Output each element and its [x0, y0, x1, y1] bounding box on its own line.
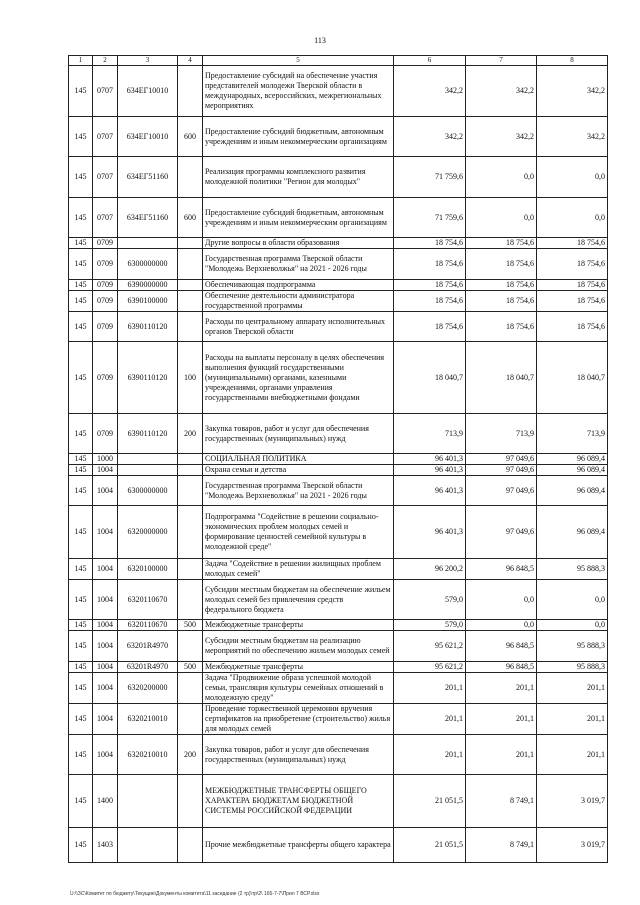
admin-code-cell: 145	[69, 117, 93, 157]
table-row	[69, 620, 608, 631]
admin-code-cell: 145	[69, 198, 93, 238]
description-cell: Охрана семьи и детства	[203, 465, 394, 476]
column-number-2: 2	[93, 56, 118, 66]
target-article-cell: 634ЕГ51160	[118, 157, 178, 198]
column-number-7: 7	[466, 56, 537, 66]
description-cell: Межбюджетные трансферты	[203, 662, 394, 673]
amount-year-1-cell: 71 759,6	[394, 157, 466, 198]
table-row	[69, 117, 608, 157]
section-code-cell: 1004	[93, 620, 118, 631]
admin-code-cell: 145	[69, 414, 93, 454]
amount-year-1-cell: 713,9	[394, 414, 466, 454]
section-code-cell: 0709	[93, 414, 118, 454]
amount-year-3-cell: 96 089,4	[537, 465, 608, 476]
description-cell: Обеспечивающая подпрограмма	[203, 280, 394, 291]
section-code-cell: 1004	[93, 476, 118, 506]
target-article-cell	[118, 775, 178, 828]
table-row	[69, 312, 608, 342]
expense-type-cell	[178, 775, 203, 828]
amount-year-2-cell: 18 040,7	[466, 342, 537, 414]
amount-year-2-cell: 342,2	[466, 117, 537, 157]
admin-code-cell: 145	[69, 476, 93, 506]
amount-year-2-cell: 201,1	[466, 673, 537, 704]
amount-year-1-cell: 95 621,2	[394, 662, 466, 673]
amount-year-3-cell: 3 019,7	[537, 828, 608, 863]
amount-year-2-cell: 0,0	[466, 620, 537, 631]
admin-code-cell: 145	[69, 157, 93, 198]
target-article-cell: 634ЕГ51160	[118, 198, 178, 238]
amount-year-1-cell: 95 621,2	[394, 631, 466, 662]
expense-type-cell	[178, 312, 203, 342]
amount-year-3-cell: 18 040,7	[537, 342, 608, 414]
admin-code-cell: 145	[69, 312, 93, 342]
amount-year-2-cell: 18 754,6	[466, 291, 537, 312]
section-code-cell: 1004	[93, 673, 118, 704]
amount-year-3-cell: 713,9	[537, 414, 608, 454]
expense-type-cell	[178, 559, 203, 580]
description-cell: Прочие межбюджетные трансферты общего характера	[203, 828, 394, 863]
amount-year-1-cell: 96 401,3	[394, 506, 466, 559]
table-row	[69, 157, 608, 198]
description-cell: Закупка товаров, работ и услуг для обеспечения государственных (муниципальных) нужд	[203, 735, 394, 775]
table-row	[69, 280, 608, 291]
amount-year-2-cell: 8 749,1	[466, 828, 537, 863]
target-article-cell: 63201R4970	[118, 662, 178, 673]
table-row	[69, 198, 608, 238]
amount-year-3-cell: 95 888,3	[537, 559, 608, 580]
amount-year-3-cell: 96 089,4	[537, 454, 608, 465]
amount-year-2-cell: 8 749,1	[466, 775, 537, 828]
amount-year-3-cell: 342,2	[537, 66, 608, 117]
page-number: 113	[314, 36, 326, 45]
expense-type-cell	[178, 476, 203, 506]
section-code-cell: 0709	[93, 238, 118, 249]
target-article-cell: 6320000000	[118, 506, 178, 559]
expense-type-cell: 200	[178, 735, 203, 775]
amount-year-3-cell: 95 888,3	[537, 631, 608, 662]
description-cell: Подпрограмма "Содействие в решении социально-экономических проблем молодых семей и формирование ценностей семейной культуры в молодежной среде"	[203, 506, 394, 559]
expense-type-cell: 600	[178, 117, 203, 157]
amount-year-1-cell: 18 040,7	[394, 342, 466, 414]
admin-code-cell: 145	[69, 775, 93, 828]
amount-year-3-cell: 342,2	[537, 117, 608, 157]
amount-year-2-cell: 201,1	[466, 735, 537, 775]
expense-type-cell	[178, 157, 203, 198]
amount-year-1-cell: 18 754,6	[394, 280, 466, 291]
amount-year-3-cell: 0,0	[537, 157, 608, 198]
amount-year-1-cell: 96 401,3	[394, 454, 466, 465]
expense-type-cell	[178, 828, 203, 863]
target-article-cell	[118, 238, 178, 249]
amount-year-2-cell: 18 754,6	[466, 312, 537, 342]
admin-code-cell: 145	[69, 673, 93, 704]
amount-year-2-cell: 0,0	[466, 580, 537, 620]
amount-year-1-cell: 71 759,6	[394, 198, 466, 238]
section-code-cell: 1004	[93, 631, 118, 662]
expense-type-cell	[178, 704, 203, 735]
admin-code-cell: 145	[69, 580, 93, 620]
amount-year-1-cell: 96 200,2	[394, 559, 466, 580]
section-code-cell: 1004	[93, 506, 118, 559]
amount-year-2-cell: 18 754,6	[466, 280, 537, 291]
table-row	[69, 559, 608, 580]
target-article-cell: 6320210010	[118, 735, 178, 775]
table-row	[69, 775, 608, 828]
table-row	[69, 704, 608, 735]
expense-type-cell	[178, 631, 203, 662]
expense-type-cell	[178, 238, 203, 249]
target-article-cell	[118, 465, 178, 476]
amount-year-2-cell: 97 049,6	[466, 476, 537, 506]
amount-year-1-cell: 18 754,6	[394, 238, 466, 249]
amount-year-3-cell: 96 089,4	[537, 476, 608, 506]
expense-type-cell	[178, 673, 203, 704]
expense-type-cell: 100	[178, 342, 203, 414]
admin-code-cell: 145	[69, 249, 93, 280]
target-article-cell: 6320200000	[118, 673, 178, 704]
description-cell: Предоставление субсидий на обеспечение участия представителей молодежи Тверской области в международных, всероссийских, межрегиональных мероприятиях	[203, 66, 394, 117]
amount-year-2-cell: 97 049,6	[466, 506, 537, 559]
amount-year-2-cell: 713,9	[466, 414, 537, 454]
amount-year-3-cell: 0,0	[537, 580, 608, 620]
section-code-cell: 1004	[93, 465, 118, 476]
amount-year-2-cell: 18 754,6	[466, 238, 537, 249]
expense-type-cell	[178, 291, 203, 312]
amount-year-1-cell: 21 051,5	[394, 828, 466, 863]
amount-year-3-cell: 18 754,6	[537, 280, 608, 291]
budget-table	[68, 55, 608, 863]
admin-code-cell: 145	[69, 662, 93, 673]
section-code-cell: 0707	[93, 157, 118, 198]
description-cell: Проведение торжественной церемонии вручения сертификатов на приобретение (строительство) жилья для молодых семей	[203, 704, 394, 735]
amount-year-2-cell: 96 848,5	[466, 559, 537, 580]
admin-code-cell: 145	[69, 465, 93, 476]
expense-type-cell: 500	[178, 620, 203, 631]
amount-year-3-cell: 18 754,6	[537, 238, 608, 249]
column-number-8: 8	[537, 56, 608, 66]
target-article-cell: 63201R4970	[118, 631, 178, 662]
admin-code-cell: 145	[69, 280, 93, 291]
table-row	[69, 66, 608, 117]
admin-code-cell: 145	[69, 704, 93, 735]
amount-year-3-cell: 96 089,4	[537, 506, 608, 559]
amount-year-2-cell: 96 848,5	[466, 631, 537, 662]
description-cell: Расходы на выплаты персоналу в целях обеспечения выполнения функций государственными (муниципальными) органами, казенными учреждениями, органами управления государственными внебюджетными фондами	[203, 342, 394, 414]
file-path-footer: U:\\ЗС\Комитет по бюджету\Текущие\Документы комитета\11 заседание (2 тр)\тр\2\ 165-7-7\Прил 7 ВСР.xlsx	[70, 891, 320, 897]
amount-year-2-cell: 96 848,5	[466, 662, 537, 673]
amount-year-3-cell: 18 754,6	[537, 291, 608, 312]
section-code-cell: 0709	[93, 291, 118, 312]
amount-year-3-cell: 95 888,3	[537, 662, 608, 673]
amount-year-1-cell: 342,2	[394, 117, 466, 157]
section-code-cell: 1403	[93, 828, 118, 863]
amount-year-2-cell: 97 049,6	[466, 465, 537, 476]
expense-type-cell	[178, 580, 203, 620]
admin-code-cell: 145	[69, 631, 93, 662]
description-cell: МЕЖБЮДЖЕТНЫЕ ТРАНСФЕРТЫ ОБЩЕГО ХАРАКТЕРА БЮДЖЕТАМ БЮДЖЕТНОЙ СИСТЕМЫ РОССИЙСКОЙ ФЕДЕРАЦИИ	[203, 775, 394, 828]
amount-year-1-cell: 18 754,6	[394, 291, 466, 312]
table-header-row	[69, 56, 608, 66]
amount-year-3-cell: 201,1	[537, 673, 608, 704]
expense-type-cell	[178, 280, 203, 291]
amount-year-3-cell: 201,1	[537, 735, 608, 775]
expense-type-cell	[178, 66, 203, 117]
description-cell: Реализация программы комплексного развития молодежной политики "Регион для молодых"	[203, 157, 394, 198]
description-cell: Государственная программа Тверской области "Молодежь Верхневолжья" на 2021 - 2026 годы	[203, 249, 394, 280]
admin-code-cell: 145	[69, 506, 93, 559]
section-code-cell: 1004	[93, 662, 118, 673]
amount-year-1-cell: 579,0	[394, 580, 466, 620]
amount-year-3-cell: 3 019,7	[537, 775, 608, 828]
table-row	[69, 735, 608, 775]
description-cell: Государственная программа Тверской области "Молодежь Верхневолжья" на 2021 - 2026 годы	[203, 476, 394, 506]
admin-code-cell: 145	[69, 454, 93, 465]
target-article-cell: 634ЕГ10010	[118, 66, 178, 117]
target-article-cell: 6390110120	[118, 414, 178, 454]
amount-year-1-cell: 96 401,3	[394, 465, 466, 476]
target-article-cell: 6390110120	[118, 312, 178, 342]
target-article-cell: 6320110670	[118, 580, 178, 620]
expense-type-cell	[178, 465, 203, 476]
table-row	[69, 414, 608, 454]
section-code-cell: 0709	[93, 280, 118, 291]
expense-type-cell	[178, 454, 203, 465]
description-cell: Обеспечение деятельности администратора государственной программы	[203, 291, 394, 312]
table-row	[69, 476, 608, 506]
column-number-1: 1	[69, 56, 93, 66]
table-row	[69, 342, 608, 414]
target-article-cell: 6390100000	[118, 291, 178, 312]
table-row	[69, 249, 608, 280]
description-cell: Другие вопросы в области образования	[203, 238, 394, 249]
column-number-4: 4	[178, 56, 203, 66]
section-code-cell: 0707	[93, 117, 118, 157]
target-article-cell: 634ЕГ10010	[118, 117, 178, 157]
amount-year-2-cell: 342,2	[466, 66, 537, 117]
description-cell: Субсидии местным бюджетам на реализацию мероприятий по обеспечению жильем молодых семей	[203, 631, 394, 662]
amount-year-3-cell: 0,0	[537, 198, 608, 238]
amount-year-1-cell: 18 754,6	[394, 249, 466, 280]
description-cell: Задача "Содействие в решении жилищных проблем молодых семей"	[203, 559, 394, 580]
admin-code-cell: 145	[69, 828, 93, 863]
description-cell: Закупка товаров, работ и услуг для обеспечения государственных (муниципальных) нужд	[203, 414, 394, 454]
table-row	[69, 662, 608, 673]
amount-year-2-cell: 201,1	[466, 704, 537, 735]
table-row	[69, 828, 608, 863]
amount-year-2-cell: 18 754,6	[466, 249, 537, 280]
amount-year-1-cell: 18 754,6	[394, 312, 466, 342]
admin-code-cell: 145	[69, 238, 93, 249]
description-cell: Расходы по центральному аппарату исполнительных органов Тверской области	[203, 312, 394, 342]
section-code-cell: 1400	[93, 775, 118, 828]
table-row	[69, 506, 608, 559]
section-code-cell: 1004	[93, 559, 118, 580]
table-row	[69, 291, 608, 312]
amount-year-1-cell: 201,1	[394, 704, 466, 735]
description-cell: Межбюджетные трансферты	[203, 620, 394, 631]
description-cell: Предоставление субсидий бюджетным, автономным учреждениям и иным некоммерческим организациям	[203, 198, 394, 238]
section-code-cell: 1004	[93, 704, 118, 735]
amount-year-2-cell: 97 049,6	[466, 454, 537, 465]
section-code-cell: 0709	[93, 312, 118, 342]
description-cell: Субсидии местным бюджетам на обеспечение жильем молодых семей без привлечения средств федерального бюджета	[203, 580, 394, 620]
section-code-cell: 0707	[93, 198, 118, 238]
target-article-cell	[118, 828, 178, 863]
target-article-cell: 6320110670	[118, 620, 178, 631]
expense-type-cell: 500	[178, 662, 203, 673]
target-article-cell: 6300000000	[118, 476, 178, 506]
target-article-cell: 6300000000	[118, 249, 178, 280]
description-cell: Задача "Продвижение образа успешной молодой семьи, трансляция культуры семейных отношений в молодежную среду"	[203, 673, 394, 704]
section-code-cell: 0707	[93, 66, 118, 117]
target-article-cell	[118, 454, 178, 465]
amount-year-2-cell: 0,0	[466, 198, 537, 238]
column-number-5: 5	[203, 56, 394, 66]
section-code-cell: 1000	[93, 454, 118, 465]
admin-code-cell: 145	[69, 735, 93, 775]
admin-code-cell: 145	[69, 620, 93, 631]
amount-year-3-cell: 0,0	[537, 620, 608, 631]
amount-year-2-cell: 0,0	[466, 157, 537, 198]
target-article-cell: 6320100000	[118, 559, 178, 580]
table-row	[69, 673, 608, 704]
amount-year-3-cell: 18 754,6	[537, 312, 608, 342]
table-row	[69, 238, 608, 249]
table-row	[69, 454, 608, 465]
admin-code-cell: 145	[69, 342, 93, 414]
amount-year-3-cell: 201,1	[537, 704, 608, 735]
target-article-cell: 6390000000	[118, 280, 178, 291]
amount-year-1-cell: 96 401,3	[394, 476, 466, 506]
description-cell: Предоставление субсидий бюджетным, автономным учреждениям и иным некоммерческим организациям	[203, 117, 394, 157]
table-row	[69, 631, 608, 662]
target-article-cell: 6320210010	[118, 704, 178, 735]
amount-year-1-cell: 342,2	[394, 66, 466, 117]
description-cell: СОЦИАЛЬНАЯ ПОЛИТИКА	[203, 454, 394, 465]
expense-type-cell	[178, 506, 203, 559]
amount-year-1-cell: 21 051,5	[394, 775, 466, 828]
admin-code-cell: 145	[69, 559, 93, 580]
column-number-3: 3	[118, 56, 178, 66]
amount-year-1-cell: 201,1	[394, 735, 466, 775]
target-article-cell: 6390110120	[118, 342, 178, 414]
expense-type-cell: 600	[178, 198, 203, 238]
table-row	[69, 580, 608, 620]
section-code-cell: 1004	[93, 735, 118, 775]
admin-code-cell: 145	[69, 66, 93, 117]
section-code-cell: 1004	[93, 580, 118, 620]
section-code-cell: 0709	[93, 249, 118, 280]
expense-type-cell	[178, 249, 203, 280]
amount-year-3-cell: 18 754,6	[537, 249, 608, 280]
admin-code-cell: 145	[69, 291, 93, 312]
amount-year-1-cell: 579,0	[394, 620, 466, 631]
expense-type-cell: 200	[178, 414, 203, 454]
column-number-6: 6	[394, 56, 466, 66]
table-row	[69, 465, 608, 476]
section-code-cell: 0709	[93, 342, 118, 414]
amount-year-1-cell: 201,1	[394, 673, 466, 704]
